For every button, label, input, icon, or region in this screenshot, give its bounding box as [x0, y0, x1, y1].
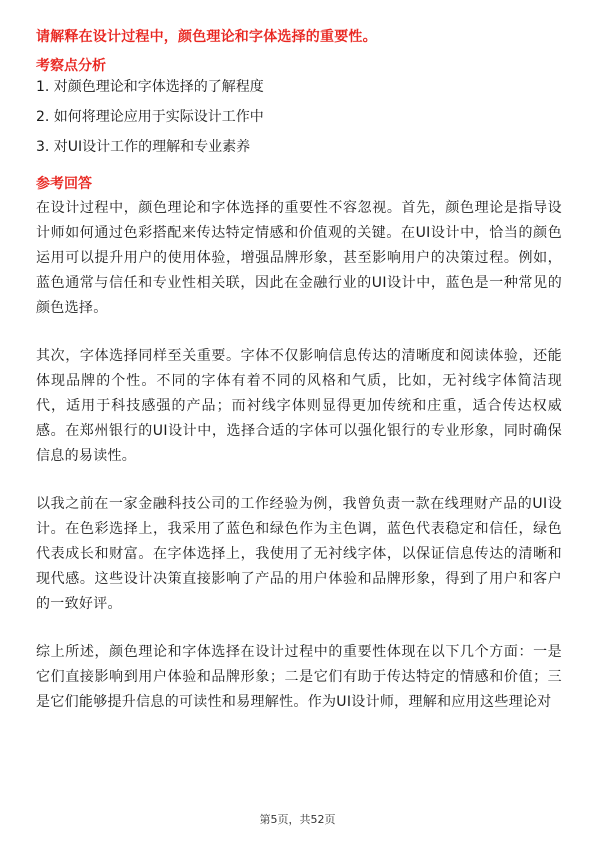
page-number: 第5页，共52页	[259, 813, 336, 826]
analysis-point: 2. 如何将理论应用于实际设计工作中	[36, 109, 264, 125]
answer-paragraph: 综上所述，颜色理论和字体选择在设计过程中的重要性体现在以下几个方面：一是它们直接影响到用户体验和品牌形象；二是它们有助于传达特定的情感和价值；三是它们能够提升信息的可读性和易理解性。作为UI设计师，理解和应用这些理论对	[36, 644, 562, 710]
answer-heading: 参考回答	[36, 176, 92, 192]
answer-paragraph: 其次，字体选择同样至关重要。字体不仅影响信息传达的清晰度和阅读体验，还能体现品牌的个性。不同的字体有着不同的风格和气质，比如，无衬线字体简洁现代，适用于科技感强的产品；而衬线字体则显得更加传统和庄重，适合传达权威感。在郑州银行的UI设计中，选择合适的字体可以强化银行的专业形象，同时确保信息的易读性。	[36, 348, 562, 464]
answer-body	[36, 196, 562, 738]
answer-paragraph: 以我之前在一家金融科技公司的工作经验为例，我曾负责一款在线理财产品的UI设计。在色彩选择上，我采用了蓝色和绿色作为主色调，蓝色代表稳定和信任，绿色代表成长和财富。在字体选择上，我使用了无衬线字体，以保证信息传达的清晰和现代感。这些设计决策直接影响了产品的用户体验和品牌形象，得到了用户和客户的一致好评。	[36, 496, 562, 612]
analysis-point: 1. 对颜色理论和字体选择的了解程度	[36, 79, 264, 95]
analysis-heading: 考察点分析	[36, 58, 106, 74]
answer-paragraph: 在设计过程中，颜色理论和字体选择的重要性不容忽视。首先，颜色理论是指导设计师如何通过色彩搭配来传达特定情感和价值观的关键。在UI设计中，恰当的颜色运用可以提升用户的使用体验，增强品牌形象，甚至影响用户的决策过程。例如，蓝色通常与信任和专业性相关联，因此在金融行业的UI设计中，蓝色是一种常见的颜色选择。	[36, 200, 562, 316]
question-title: 请解释在设计过程中，颜色理论和字体选择的重要性。	[36, 29, 377, 45]
analysis-points	[36, 77, 566, 167]
analysis-point: 3. 对UI设计工作的理解和专业素养	[36, 139, 251, 155]
